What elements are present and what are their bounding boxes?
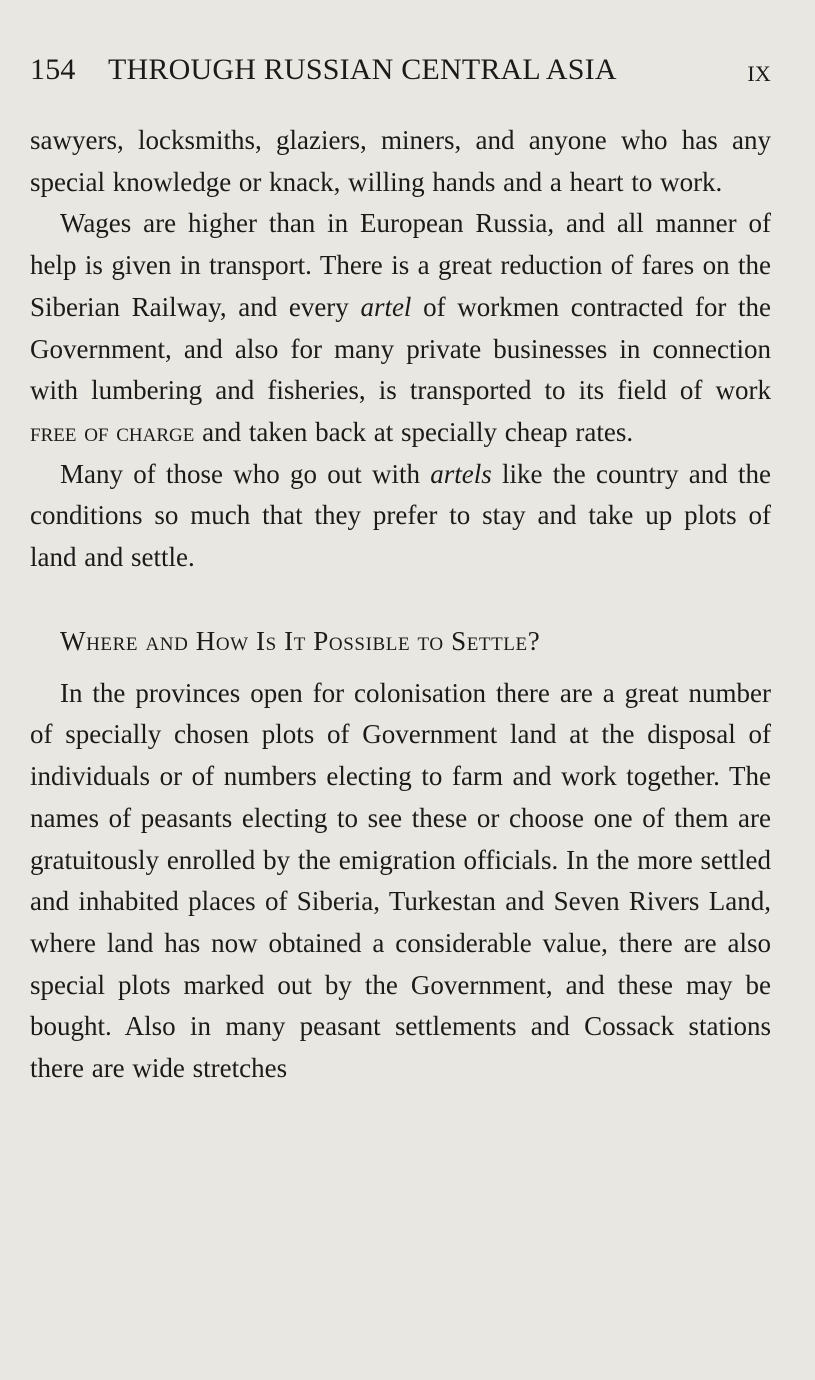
text-run: and taken back at specially cheap rates. xyxy=(194,416,634,447)
italic-term-artels: artels xyxy=(430,458,492,489)
running-title: THROUGH RUSSIAN CENTRAL ASIA xyxy=(108,53,617,86)
text-run: like the country and the conditions so much that they prefer to stay and take up plots of land and settle. xyxy=(30,458,771,573)
italic-term-artel: artel xyxy=(360,291,412,322)
text-run: Wages are higher than in European Russia, and all manner of help is given in transport. There is a great reduction of fares on the Siberian Railway, and every xyxy=(30,208,771,322)
paragraph-settlement: In the provinces open for colonisation there are a great number of specially chosen plots of Government land at the disposal of individuals or of numbers electing to farm and work together. The names of peasants electing to see these or choose one of them are gratuitously enrolled by the emigration officials. In the more settled and inhabited places of Siberia, Turkestan and Seven Rivers Land, where land has now obtained a considerable value, there are also special plots marked out by the Government, and these may be bought. Also in many peasant settlements and Cossack stations there are wide stretches xyxy=(30,677,771,1084)
paragraph-wages xyxy=(30,203,771,453)
page-number: 154 xyxy=(30,53,76,86)
running-head xyxy=(30,50,771,90)
chapter-number: IX xyxy=(747,61,771,86)
smallcaps-free-of-charge: free of charge xyxy=(30,416,195,447)
body-text xyxy=(30,120,771,1090)
text-run: Many of those who go out with xyxy=(60,458,431,489)
paragraph-artels xyxy=(30,454,771,579)
text-run: of workmen contracted for the Government, and also for many private businesses in connection with lumbering and fisheries, is transported to its field of work xyxy=(30,291,771,406)
section-heading: Where and How Is It Possible to Settle? xyxy=(60,625,541,656)
paragraph-continuation: sawyers, locksmiths, glaziers, miners, and anyone who has any special knowledge or knack, willing hands and a heart to work. xyxy=(30,125,771,197)
